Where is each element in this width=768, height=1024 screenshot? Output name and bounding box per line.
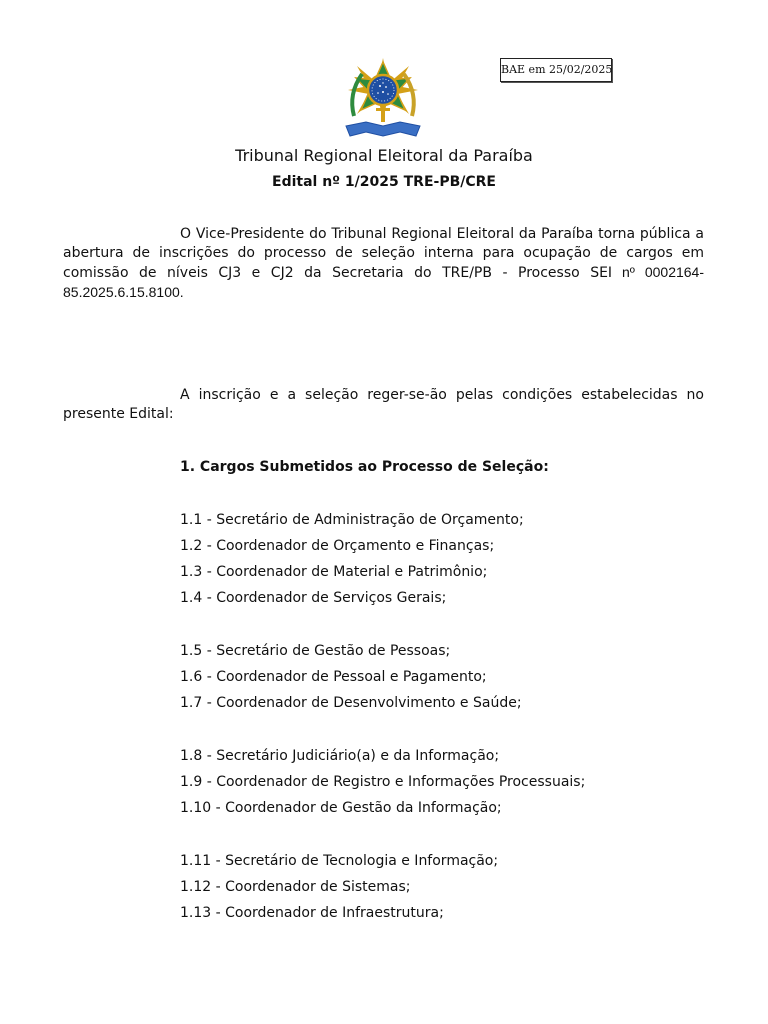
- list-item: 1.3 - Coordenador de Material e Patrimônio;: [180, 564, 488, 580]
- list-item: 1.5 - Secretário de Gestão de Pessoas;: [180, 643, 451, 659]
- list-item: 1.11 - Secretário de Tecnologia e Informação;: [180, 853, 499, 869]
- list-item: 1.1 - Secretário de Administração de Orçamento;: [180, 512, 524, 528]
- list-item: 1.6 - Coordenador de Pessoal e Pagamento;: [180, 669, 487, 685]
- list-item: 1.10 - Coordenador de Gestão da Informação;: [180, 800, 502, 816]
- edital-title: Edital nº 1/2025 TRE-PB/CRE: [272, 174, 496, 190]
- list-item: 1.8 - Secretário Judiciário(a) e da Informação;: [180, 748, 500, 764]
- list-item: 1.13 - Coordenador de Infraestrutura;: [180, 905, 444, 921]
- list-item: 1.4 - Coordenador de Serviços Gerais;: [180, 590, 447, 606]
- process-number: nº 0002164-85.2025.6.15.8100.: [63, 264, 705, 300]
- list-item: 1.2 - Coordenador de Orçamento e Finanças;: [180, 538, 495, 554]
- intro-text: O Vice-Presidente do Tribunal Regional Eleitoral da Paraíba torna pública a abertura de inscrições do processo de seleção interna para ocupação de cargos em comissão de níveis CJ3 e CJ2 da Secretaria do TRE/PB - Processo SEI: [63, 226, 704, 281]
- list-item: 1.12 - Coordenador de Sistemas;: [180, 879, 411, 895]
- list-item: 1.7 - Coordenador de Desenvolvimento e Saúde;: [180, 695, 522, 711]
- organization-title: Tribunal Regional Eleitoral da Paraíba: [235, 146, 533, 165]
- intro-paragraph: [63, 225, 704, 303]
- filing-stamp: BAE em 25/02/2025: [500, 58, 612, 82]
- conditions-paragraph: A inscrição e a seleção reger-se-ão pelas condições estabelecidas no presente Edital:: [63, 387, 704, 422]
- brazil-coat-of-arms-icon: [340, 56, 426, 140]
- section-heading: 1. Cargos Submetidos ao Processo de Seleção:: [180, 459, 549, 475]
- list-item: 1.9 - Coordenador de Registro e Informações Processuais;: [180, 774, 586, 790]
